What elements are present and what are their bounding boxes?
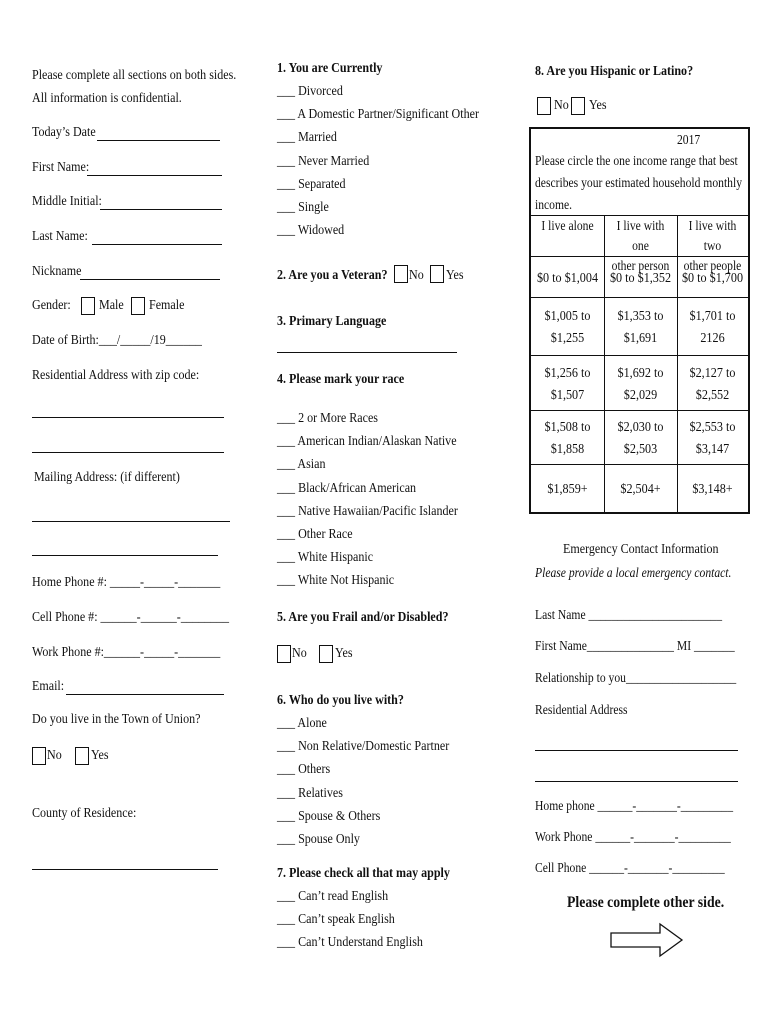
- income-range-text: $2,552: [695, 386, 730, 402]
- living-with-option[interactable]: ___ Alone: [277, 716, 327, 731]
- last-name-field[interactable]: [92, 244, 222, 245]
- living-with-option[interactable]: ___ Relatives: [277, 785, 343, 801]
- income-range-text: $1,256 to: [544, 364, 591, 380]
- date-of-birth-field[interactable]: Date of Birth:___/_____/19______: [32, 333, 202, 348]
- right-arrow-icon: [610, 922, 684, 958]
- income-header-text: I live with two: [688, 218, 737, 253]
- middle-initial-label: Middle Initial:: [32, 194, 102, 209]
- income-column-divider: [604, 215, 605, 512]
- race-option[interactable]: ___ 2 or More Races: [277, 411, 378, 426]
- ec-home-phone-field[interactable]: Home phone ______-_______-_________: [535, 798, 734, 813]
- frail-yes-label: Yes: [335, 646, 353, 661]
- income-range-text: $1,508 to: [544, 419, 591, 434]
- q1-title: 1. You are Currently: [277, 61, 383, 76]
- veteran-yes-checkbox[interactable]: [430, 265, 444, 283]
- q6-title: 6. Who do you live with?: [277, 693, 404, 708]
- income-range-text: $3,147: [695, 441, 730, 456]
- union-no-checkbox[interactable]: [32, 747, 46, 765]
- home-phone-field[interactable]: Home Phone #: _____-_____-_______: [32, 575, 221, 590]
- income-range-text: $1,691: [623, 330, 658, 345]
- income-range-cell[interactable]: [531, 410, 604, 464]
- income-range-cell[interactable]: [604, 256, 677, 297]
- english-ability-option[interactable]: ___ Can’t speak English: [277, 912, 395, 928]
- income-header-text: other person: [611, 258, 670, 273]
- living-with-option[interactable]: ___ Non Relative/Domestic Partner: [277, 739, 450, 755]
- hispanic-yes-label: Yes: [589, 98, 607, 113]
- marital-status-option[interactable]: ___ Separated: [277, 176, 346, 192]
- veteran-no-label: No: [409, 268, 424, 283]
- income-range-text: $1,858: [550, 441, 585, 456]
- income-range-text: $1,701 to: [689, 308, 736, 323]
- residential-address-line-1[interactable]: [32, 417, 224, 418]
- work-phone-field[interactable]: Work Phone #:______-_____-_______: [32, 645, 221, 660]
- income-range-cell[interactable]: [604, 410, 677, 464]
- ec-address-line-2[interactable]: [535, 781, 738, 782]
- veteran-yes-label: Yes: [446, 268, 464, 283]
- income-instructions-3: income.: [535, 197, 573, 212]
- q3-title: 3. Primary Language: [277, 314, 387, 329]
- race-option[interactable]: ___ Asian: [277, 457, 326, 473]
- income-range-text: $2,553 to: [689, 419, 736, 434]
- mailing-address-line-1[interactable]: [32, 521, 230, 522]
- cell-phone-field[interactable]: Cell Phone #: ______-______-________: [32, 610, 229, 625]
- county-field[interactable]: [32, 869, 218, 870]
- income-range-text: $0 to $1,700: [681, 269, 744, 285]
- last-name-label: Last Name:: [32, 229, 88, 244]
- male-checkbox[interactable]: [81, 297, 95, 315]
- nickname-label: Nickname: [32, 264, 82, 279]
- nickname-field[interactable]: [80, 279, 220, 280]
- frail-yes-checkbox[interactable]: [319, 645, 333, 663]
- income-header-text: other people: [683, 258, 742, 273]
- q4-title: 4. Please mark your race: [277, 372, 405, 387]
- union-yes-checkbox[interactable]: [75, 747, 89, 765]
- race-option[interactable]: ___ Black/African American: [277, 480, 417, 496]
- income-year: 2017: [677, 132, 701, 147]
- gender-label: Gender:: [32, 298, 71, 313]
- q8-title: 8. Are you Hispanic or Latino?: [535, 64, 694, 79]
- first-name-label: First Name:: [32, 160, 90, 175]
- county-label: County of Residence:: [32, 806, 137, 821]
- hispanic-no-label: No: [554, 98, 569, 113]
- intro-line-1: Please complete all sections on both sides.: [32, 68, 237, 83]
- marital-status-option[interactable]: ___ A Domestic Partner/Significant Other: [277, 107, 479, 123]
- income-range-cell[interactable]: [677, 355, 748, 410]
- income-header-text: I live alone: [541, 218, 594, 233]
- mailing-address-line-2[interactable]: [32, 555, 218, 556]
- income-range-text: 2126: [700, 330, 725, 345]
- town-of-union-question: Do you live in the Town of Union?: [32, 712, 201, 727]
- first-name-field[interactable]: [87, 175, 222, 176]
- marital-status-option[interactable]: ___ Married: [277, 130, 337, 146]
- frail-no-checkbox[interactable]: [277, 645, 291, 663]
- income-range-cell[interactable]: [531, 297, 604, 355]
- english-ability-option[interactable]: ___ Can’t read English: [277, 889, 389, 904]
- income-column-divider: [677, 215, 678, 512]
- race-option[interactable]: ___ White Hispanic: [277, 550, 374, 566]
- income-range-text: $2,127 to: [689, 364, 736, 380]
- income-table: [529, 127, 750, 514]
- todays-date-field[interactable]: [97, 140, 220, 141]
- income-range-cell[interactable]: [531, 464, 604, 512]
- income-range-cell[interactable]: [604, 297, 677, 355]
- income-range-cell[interactable]: [604, 355, 677, 410]
- income-header-cell: [531, 215, 604, 256]
- income-range-text: $1,859+: [547, 481, 588, 496]
- q2-title: 2. Are you a Veteran?: [277, 268, 388, 283]
- income-range-cell[interactable]: [677, 297, 748, 355]
- income-range-text: $0 to $1,352: [609, 269, 672, 285]
- income-range-text: $2,029: [623, 386, 658, 402]
- mailing-address-label: Mailing Address: (if different): [34, 470, 180, 485]
- income-range-text: $0 to $1,004: [536, 269, 599, 285]
- income-range-text: $1,692 to: [617, 364, 664, 380]
- ec-cell-phone-field[interactable]: Cell Phone ______-_______-_________: [535, 860, 725, 875]
- income-range-text: $1,507: [550, 386, 585, 402]
- intro-line-2: All information is confidential.: [32, 91, 182, 106]
- ec-address-label: Residential Address: [535, 702, 628, 717]
- marital-status-option[interactable]: ___ Never Married: [277, 153, 370, 169]
- hispanic-yes-checkbox[interactable]: [571, 97, 585, 115]
- income-instructions-2: describes your estimated household monthly: [535, 175, 743, 190]
- income-range-cell[interactable]: [531, 355, 604, 410]
- emergency-title: Emergency Contact Information: [563, 542, 719, 557]
- income-range-cell[interactable]: [677, 410, 748, 464]
- todays-date-label: Today’s Date: [32, 125, 96, 140]
- complete-other-side: Please complete other side.: [567, 894, 725, 911]
- living-with-option[interactable]: ___ Spouse Only: [277, 832, 360, 847]
- income-range-text: $2,504+: [620, 481, 661, 496]
- living-with-option[interactable]: ___ Spouse & Others: [277, 808, 381, 824]
- ec-work-phone-field[interactable]: Work Phone ______-_______-_________: [535, 829, 731, 844]
- frail-no-label: No: [292, 646, 307, 661]
- email-label: Email:: [32, 679, 65, 694]
- residential-address-line-2[interactable]: [32, 452, 224, 453]
- income-header-cell: [677, 215, 748, 273]
- income-range-text: $3,148+: [692, 481, 733, 496]
- female-label: Female: [149, 298, 185, 313]
- male-label: Male: [99, 298, 124, 313]
- living-with-option[interactable]: ___ Others: [277, 762, 331, 778]
- race-option[interactable]: ___ White Not Hispanic: [277, 573, 395, 589]
- income-header-text: I live with one: [616, 218, 665, 253]
- email-field[interactable]: [66, 694, 224, 695]
- female-checkbox[interactable]: [131, 297, 145, 315]
- marital-status-option[interactable]: ___ Widowed: [277, 223, 345, 239]
- ec-relationship-field[interactable]: Relationship to you___________________: [535, 670, 737, 685]
- union-no-label: No: [47, 748, 62, 763]
- veteran-no-checkbox[interactable]: [394, 265, 408, 283]
- marital-status-option[interactable]: ___ Single: [277, 200, 329, 215]
- income-range-text: $1,353 to: [617, 308, 664, 323]
- income-header-cell: [604, 215, 677, 273]
- q5-title: 5. Are you Frail and/or Disabled?: [277, 610, 449, 625]
- ec-address-line-1[interactable]: [535, 750, 738, 751]
- race-option[interactable]: ___ American Indian/Alaskan Native: [277, 434, 457, 450]
- residential-address-label: Residential Address with zip code:: [32, 368, 200, 383]
- ec-first-name-field[interactable]: First Name_______________ MI _______: [535, 638, 735, 653]
- emergency-subtitle: Please provide a local emergency contact.: [535, 565, 732, 580]
- income-instructions-1: Please circle the one income range that best: [535, 153, 738, 168]
- race-option[interactable]: ___ Other Race: [277, 527, 353, 542]
- income-range-cell[interactable]: [531, 256, 604, 297]
- q7-title: 7. Please check all that may apply: [277, 866, 450, 881]
- english-ability-option[interactable]: ___ Can’t Understand English: [277, 935, 423, 951]
- union-yes-label: Yes: [91, 748, 109, 763]
- middle-initial-field[interactable]: [100, 209, 222, 210]
- income-range-cell[interactable]: [677, 464, 748, 512]
- income-range-text: $2,030 to: [617, 419, 664, 434]
- ec-last-name-field[interactable]: Last Name _______________________: [535, 607, 723, 622]
- income-range-cell[interactable]: [677, 256, 748, 297]
- primary-language-field[interactable]: [277, 352, 457, 353]
- hispanic-no-checkbox[interactable]: [537, 97, 551, 115]
- income-range-cell[interactable]: [604, 464, 677, 512]
- race-option[interactable]: ___ Native Hawaiian/Pacific Islander: [277, 503, 458, 519]
- income-range-text: $2,503: [623, 441, 658, 456]
- income-range-text: $1,255: [550, 330, 585, 345]
- income-range-text: $1,005 to: [544, 308, 591, 323]
- marital-status-option[interactable]: ___ Divorced: [277, 84, 343, 99]
